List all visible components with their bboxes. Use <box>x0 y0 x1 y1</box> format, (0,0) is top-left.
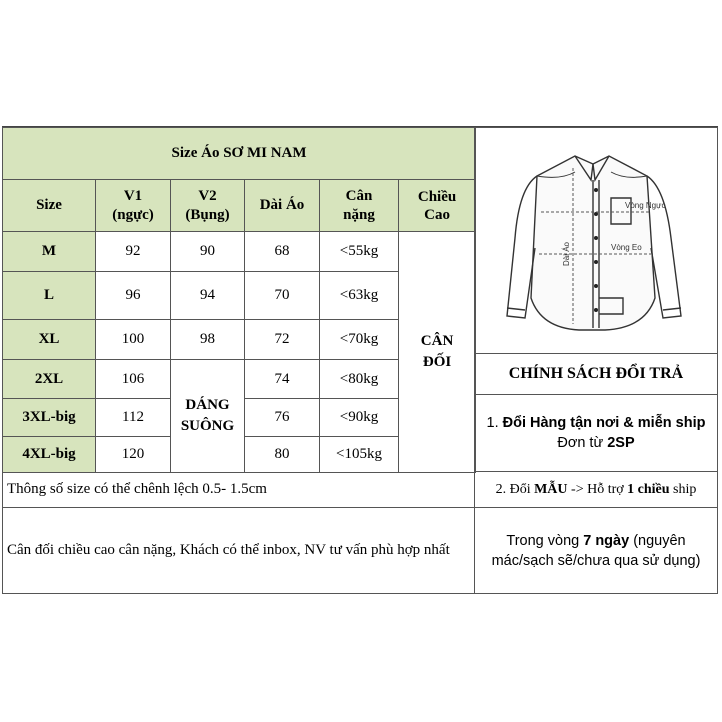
policy-item-1: 1. Đổi Hàng tận nơi & miễn ship Đơn từ 2SP <box>474 394 718 472</box>
header-weight: Cân nặng <box>320 180 399 232</box>
return-policy-header <box>474 353 718 395</box>
weight-cell: <90kg <box>320 399 399 437</box>
chest-label: Vòng Ngực <box>625 201 666 210</box>
length-cell: 80 <box>245 437 320 473</box>
header-size: Size <box>3 180 96 232</box>
policy-title: CHÍNH SÁCH ĐỔI TRẢ <box>508 365 684 382</box>
v1-cell: 96 <box>96 272 171 320</box>
v2-cell: 98 <box>171 320 245 360</box>
size-cell: 2XL <box>3 360 96 399</box>
v2-cell: 94 <box>171 272 245 320</box>
size-cell: 3XL-big <box>3 399 96 437</box>
v1-cell: 100 <box>96 320 171 360</box>
weight-cell: <70kg <box>320 320 399 360</box>
policy-item-3: Trong vòng 7 ngày (nguyên mác/sạch sẽ/chưa qua sử dụng) <box>474 507 718 594</box>
height-merged-cell: CÂN ĐỐI <box>399 232 476 473</box>
advice-note: Cân đối chiều cao cân nặng, Khách có thể inbox, NV tư vấn phù hợp nhất <box>2 508 475 594</box>
header-length: Dài Áo <box>245 180 320 232</box>
v1-cell: 106 <box>96 360 171 399</box>
v2-cell: 90 <box>171 232 245 272</box>
header-row <box>3 180 476 232</box>
size-cell: 4XL-big <box>3 437 96 473</box>
weight-cell: <63kg <box>320 272 399 320</box>
length-cell: 76 <box>245 399 320 437</box>
weight-cell: <105kg <box>320 437 399 473</box>
shirt-illustration <box>475 128 717 353</box>
table-row <box>3 232 476 272</box>
weight-cell: <55kg <box>320 232 399 272</box>
length-cell: 72 <box>245 320 320 360</box>
length-cell: 68 <box>245 232 320 272</box>
table-title: Size Áo SƠ MI NAM <box>3 128 476 180</box>
header-height: Chiều Cao <box>399 180 476 232</box>
header-v1: V1 (ngực) <box>96 180 171 232</box>
size-cell: XL <box>3 320 96 360</box>
header-v2: V2 (Bụng) <box>171 180 245 232</box>
length-cell: 70 <box>245 272 320 320</box>
policy-item-2: 2. Đổi MẪU -> Hỗ trợ 1 chiều ship <box>474 471 718 508</box>
v1-cell: 92 <box>96 232 171 272</box>
v2-merged-cell: DÁNG SUÔNG <box>171 360 245 473</box>
size-table <box>2 127 476 473</box>
waist-label: Vòng Eo <box>611 243 642 252</box>
length-cell: 74 <box>245 360 320 399</box>
shirt-diagram-panel <box>474 127 718 354</box>
variance-note: Thông số size có thể chênh lệch 0.5- 1.5cm <box>2 472 475 508</box>
v1-cell: 120 <box>96 437 171 473</box>
length-label: Dài Áo <box>562 241 571 266</box>
size-cell: M <box>3 232 96 272</box>
size-cell: L <box>3 272 96 320</box>
v1-cell: 112 <box>96 399 171 437</box>
weight-cell: <80kg <box>320 360 399 399</box>
